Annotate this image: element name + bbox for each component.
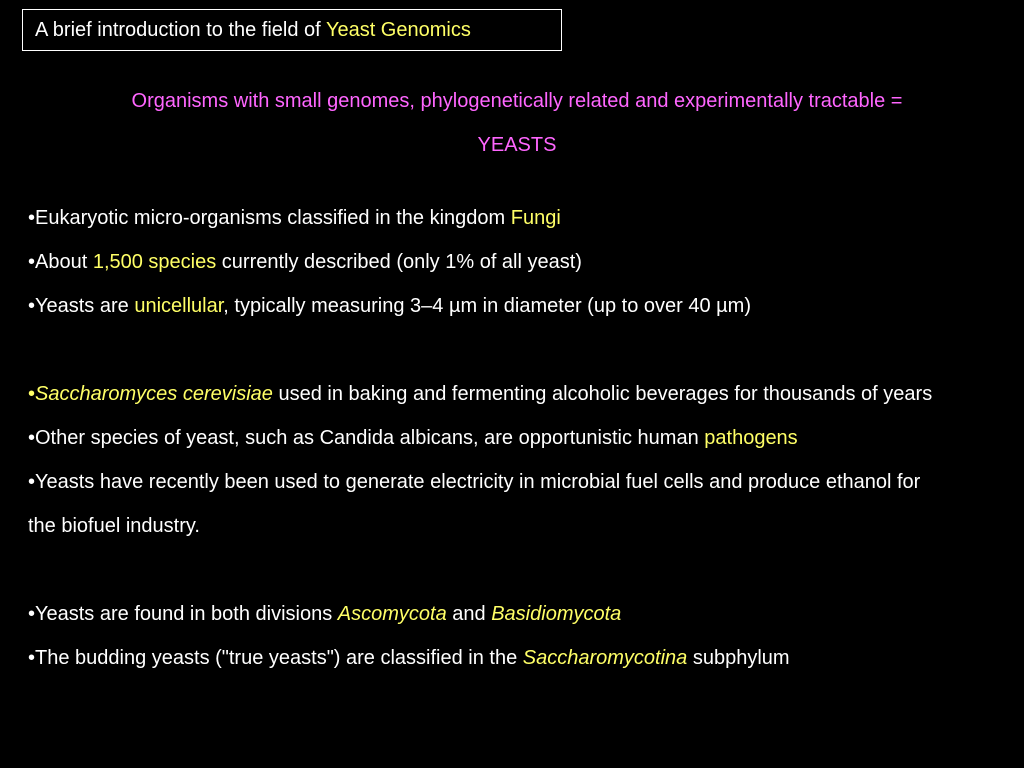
bullet-text: •Other species of yeast, such as Candida albicans, are opportunistic human <box>28 427 705 449</box>
bullet-biofuel <box>28 460 948 548</box>
highlight-saccharomycotina: Saccharomycotina <box>522 647 688 669</box>
bullet-pathogens <box>28 416 1008 460</box>
highlight-ascomycota: Ascomycota <box>337 603 447 625</box>
spacer <box>28 328 1008 372</box>
bullet-species <box>28 240 1008 284</box>
bullet-text: •Yeasts are <box>28 295 135 317</box>
bullet-fungi <box>28 196 1008 240</box>
bullet-text: •Yeasts have recently been used to generate electricity in microbial fuel cells and produce ethanol for the biofuel industry. <box>28 471 921 537</box>
bullet-text: used in baking and fermenting alcoholic beverages for thousands of years <box>272 383 933 405</box>
bullet-text: •Eukaryotic micro-organisms classified in the kingdom <box>28 207 511 229</box>
bullet-saccharomyces <box>28 372 1008 416</box>
bullet-divisions <box>28 592 1008 636</box>
highlight-basidiomycota: Basidiomycota <box>491 603 622 625</box>
bullet-budding <box>28 636 1008 680</box>
highlight-pathogens: pathogens <box>704 427 798 449</box>
bullet-list <box>28 196 1008 680</box>
bullet-text: , typically measuring 3–4 µm in diameter (up to over 40 µm) <box>223 295 751 317</box>
title-prefix: A brief introduction to the field of <box>35 19 326 41</box>
highlight-unicellular: unicellular <box>134 295 224 317</box>
subtitle-line-1: Organisms with small genomes, phylogenetically related and experimentally tractable = <box>131 90 903 112</box>
highlight-species: 1,500 species <box>92 251 217 273</box>
bullet-text: and <box>446 603 492 625</box>
highlight-fungi: Fungi <box>510 207 561 229</box>
slide-title <box>22 9 562 51</box>
title-highlight: Yeast Genomics <box>325 19 471 41</box>
subtitle-line-2: YEASTS <box>477 134 557 156</box>
bullet-unicellular <box>28 284 1008 328</box>
bullet-text: currently described (only 1% of all yeast) <box>216 251 582 273</box>
spacer <box>28 548 1008 592</box>
slide-subtitle <box>40 79 994 167</box>
highlight-saccharomyces: Saccharomyces cerevisiae <box>35 383 273 405</box>
bullet-text: •The budding yeasts ("true yeasts") are classified in the <box>28 647 523 669</box>
bullet-marker: • <box>28 383 36 405</box>
bullet-text: subphylum <box>687 647 790 669</box>
bullet-text: •Yeasts are found in both divisions <box>28 603 338 625</box>
bullet-text: •About <box>28 251 93 273</box>
